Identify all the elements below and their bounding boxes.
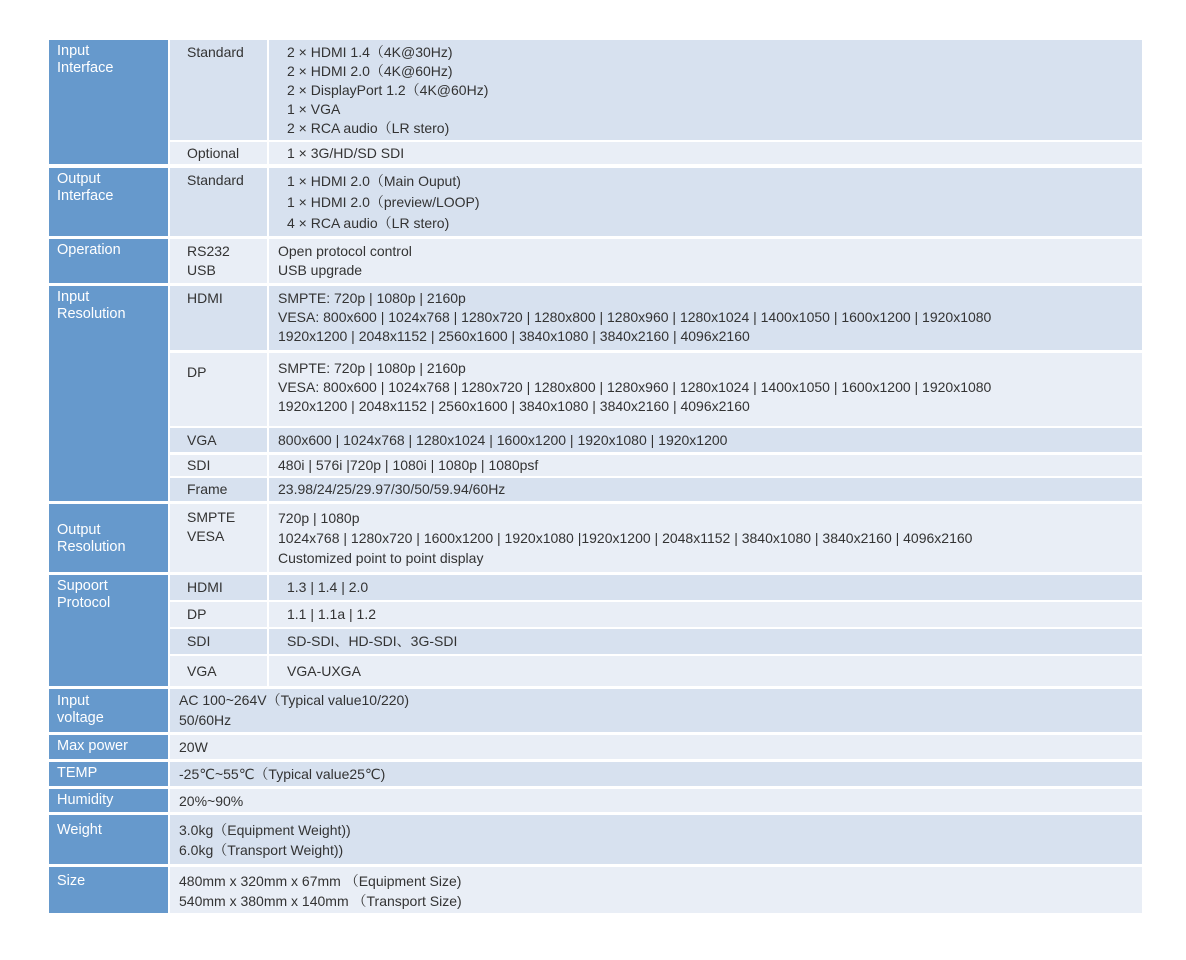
row-label-support-protocol: [49, 575, 168, 686]
value-line: USB upgrade: [278, 262, 363, 278]
row-label-output-interface: [49, 168, 168, 236]
sub-label-rs232-usb: [170, 239, 267, 283]
value-protocol-vga: [269, 656, 1142, 686]
sub-text: RS232: [187, 243, 230, 259]
value-line: 1.3 | 1.4 | 2.0: [287, 579, 369, 595]
value-line: 1 × HDMI 2.0（preview/LOOP): [287, 194, 480, 210]
sub-label-standard: [170, 40, 267, 140]
label-line: Resolution: [57, 306, 126, 322]
value-input-res-vga: [269, 428, 1142, 452]
sub-label-sdi: [170, 455, 267, 476]
sub-label-optional: [170, 142, 267, 164]
label-line: Supoort: [57, 578, 108, 594]
value-line: 480i | 576i |720p | 1080i | 1080p | 1080psf: [278, 457, 539, 473]
value-input-res-sdi: [269, 455, 1142, 476]
row-label-input-interface: [49, 40, 168, 164]
value-line: Customized point to point display: [278, 550, 484, 566]
value-line: 1 × 3G/HD/SD SDI: [287, 145, 405, 161]
value-line: 2 × DisplayPort 1.2（4K@60Hz): [287, 82, 489, 98]
sub-label-hdmi: [170, 286, 267, 350]
value-protocol-dp: [269, 602, 1142, 627]
label-line: Output: [57, 171, 101, 187]
value-line: 1 × VGA: [287, 101, 341, 117]
sub-label-frame: [170, 478, 267, 501]
sub-text: SDI: [187, 457, 211, 473]
value-line: 20W: [179, 739, 208, 755]
value-line: 1920x1200 | 2048x1152 | 2560x1600 | 3840x1080 | 3840x2160 | 4096x2160: [278, 398, 750, 414]
sub-label-standard: [170, 168, 267, 236]
value-max-power: [170, 735, 1142, 759]
value-line: 480mm x 320mm x 67mm （Equipment Size): [179, 873, 462, 889]
value-weight: [170, 815, 1142, 864]
row-label-humidity: [49, 789, 168, 812]
value-line: 1920x1200 | 2048x1152 | 2560x1600 | 3840x1080 | 3840x2160 | 4096x2160: [278, 328, 750, 344]
value-input-standard: [269, 40, 1142, 140]
sub-text: DP: [187, 364, 207, 380]
value-line: VGA-UXGA: [287, 663, 361, 679]
value-size: [170, 867, 1142, 913]
value-output-resolution: [269, 504, 1142, 572]
label-line: Input: [57, 43, 90, 59]
label-line: Output: [57, 522, 101, 538]
label-line: Interface: [57, 188, 114, 204]
sub-text: DP: [187, 606, 207, 622]
value-line: 50/60Hz: [179, 712, 232, 728]
value-line: SMPTE: 720p | 1080p | 2160p: [278, 360, 466, 376]
value-line: 720p | 1080p: [278, 510, 360, 526]
label-line: Input: [57, 693, 90, 709]
sub-text: Frame: [187, 481, 228, 497]
value-input-res-hdmi: [269, 286, 1142, 350]
sub-label-dp: [170, 602, 267, 627]
row-label-operation: [49, 239, 168, 283]
label-line: Resolution: [57, 539, 126, 555]
label-line: Input: [57, 289, 90, 305]
label-line: Protocol: [57, 595, 111, 611]
sub-label-vga: [170, 656, 267, 686]
sub-label-vga: [170, 428, 267, 452]
sub-text: USB: [187, 262, 216, 278]
row-label-input-resolution: [49, 286, 168, 501]
value-input-optional: [269, 142, 1142, 164]
row-label-max-power: [49, 735, 168, 759]
sub-label-dp: [170, 353, 267, 426]
value-line: SMPTE: 720p | 1080p | 2160p: [278, 290, 466, 306]
value-protocol-sdi: [269, 629, 1142, 654]
label-line: TEMP: [57, 765, 98, 781]
value-humidity: [170, 789, 1142, 812]
value-line: 3.0kg（Equipment Weight)): [179, 822, 351, 838]
label-line: Humidity: [57, 792, 114, 808]
value-line: SD-SDI、HD-SDI、3G-SDI: [287, 633, 458, 649]
value-line: 1.1 | 1.1a | 1.2: [287, 606, 377, 622]
sub-text: VGA: [187, 663, 217, 679]
sub-text: Standard: [187, 172, 244, 188]
sub-text: Optional: [187, 145, 240, 161]
value-line: Open protocol control: [278, 243, 412, 259]
value-line: VESA: 800x600 | 1024x768 | 1280x720 | 1280x800 | 1280x960 | 1280x1024 | 1400x1050 | 1600x1200 | 1920x1080: [278, 309, 992, 325]
value-line: VESA: 800x600 | 1024x768 | 1280x720 | 1280x800 | 1280x960 | 1280x1024 | 1400x1050 | 1600x1200 | 1920x1080: [278, 379, 992, 395]
value-line: 1024x768 | 1280x720 | 1600x1200 | 1920x1080 |1920x1200 | 2048x1152 | 3840x1080 | 3840x2160 | 4096x2160: [278, 530, 973, 546]
row-label-weight: [49, 815, 168, 864]
sub-text: Standard: [187, 44, 244, 60]
sub-text: HDMI: [187, 290, 223, 306]
label-line: voltage: [57, 710, 104, 726]
label-line: Size: [57, 873, 86, 889]
value-line: 20%~90%: [179, 793, 244, 809]
row-label-temp: [49, 762, 168, 786]
sub-text: SDI: [187, 633, 211, 649]
value-line: AC 100~264V（Typical value10/220): [179, 692, 409, 708]
value-line: -25℃~55℃（Typical value25℃): [179, 766, 386, 782]
label-line: Interface: [57, 60, 114, 76]
row-label-size: [49, 867, 168, 913]
sub-text: HDMI: [187, 579, 223, 595]
value-line: 540mm x 380mm x 140mm （Transport Size): [179, 893, 462, 909]
value-temp: [170, 762, 1142, 786]
value-line: 6.0kg（Transport Weight)): [179, 842, 344, 858]
value-input-voltage: [170, 689, 1142, 732]
sub-label-smpte-vesa: [170, 504, 267, 572]
sub-text: VGA: [187, 432, 217, 448]
value-output-standard: [269, 168, 1142, 236]
label-line: Max power: [57, 738, 128, 754]
value-line: 4 × RCA audio（LR stero): [287, 215, 450, 231]
sub-label-sdi: [170, 629, 267, 654]
value-input-res-dp: [269, 353, 1142, 426]
value-input-res-frame: [269, 478, 1142, 501]
value-line: 800x600 | 1024x768 | 1280x1024 | 1600x1200 | 1920x1080 | 1920x1200: [278, 432, 728, 448]
label-line: Weight: [57, 822, 102, 838]
value-protocol-hdmi: [269, 575, 1142, 600]
sub-label-hdmi: [170, 575, 267, 600]
sub-text: VESA: [187, 528, 225, 544]
row-label-output-resolution: [49, 504, 168, 572]
value-line: 1 × HDMI 2.0（Main Ouput): [287, 173, 461, 189]
value-operation: [269, 239, 1142, 283]
label-line: Operation: [57, 242, 121, 258]
value-line: 23.98/24/25/29.97/30/50/59.94/60Hz: [278, 481, 506, 497]
sub-text: SMPTE: [187, 509, 236, 525]
row-label-input-voltage: [49, 689, 168, 732]
value-line: 2 × HDMI 1.4（4K@30Hz): [287, 44, 453, 60]
value-line: 2 × HDMI 2.0（4K@60Hz): [287, 63, 453, 79]
value-line: 2 × RCA audio（LR stero): [287, 120, 450, 136]
